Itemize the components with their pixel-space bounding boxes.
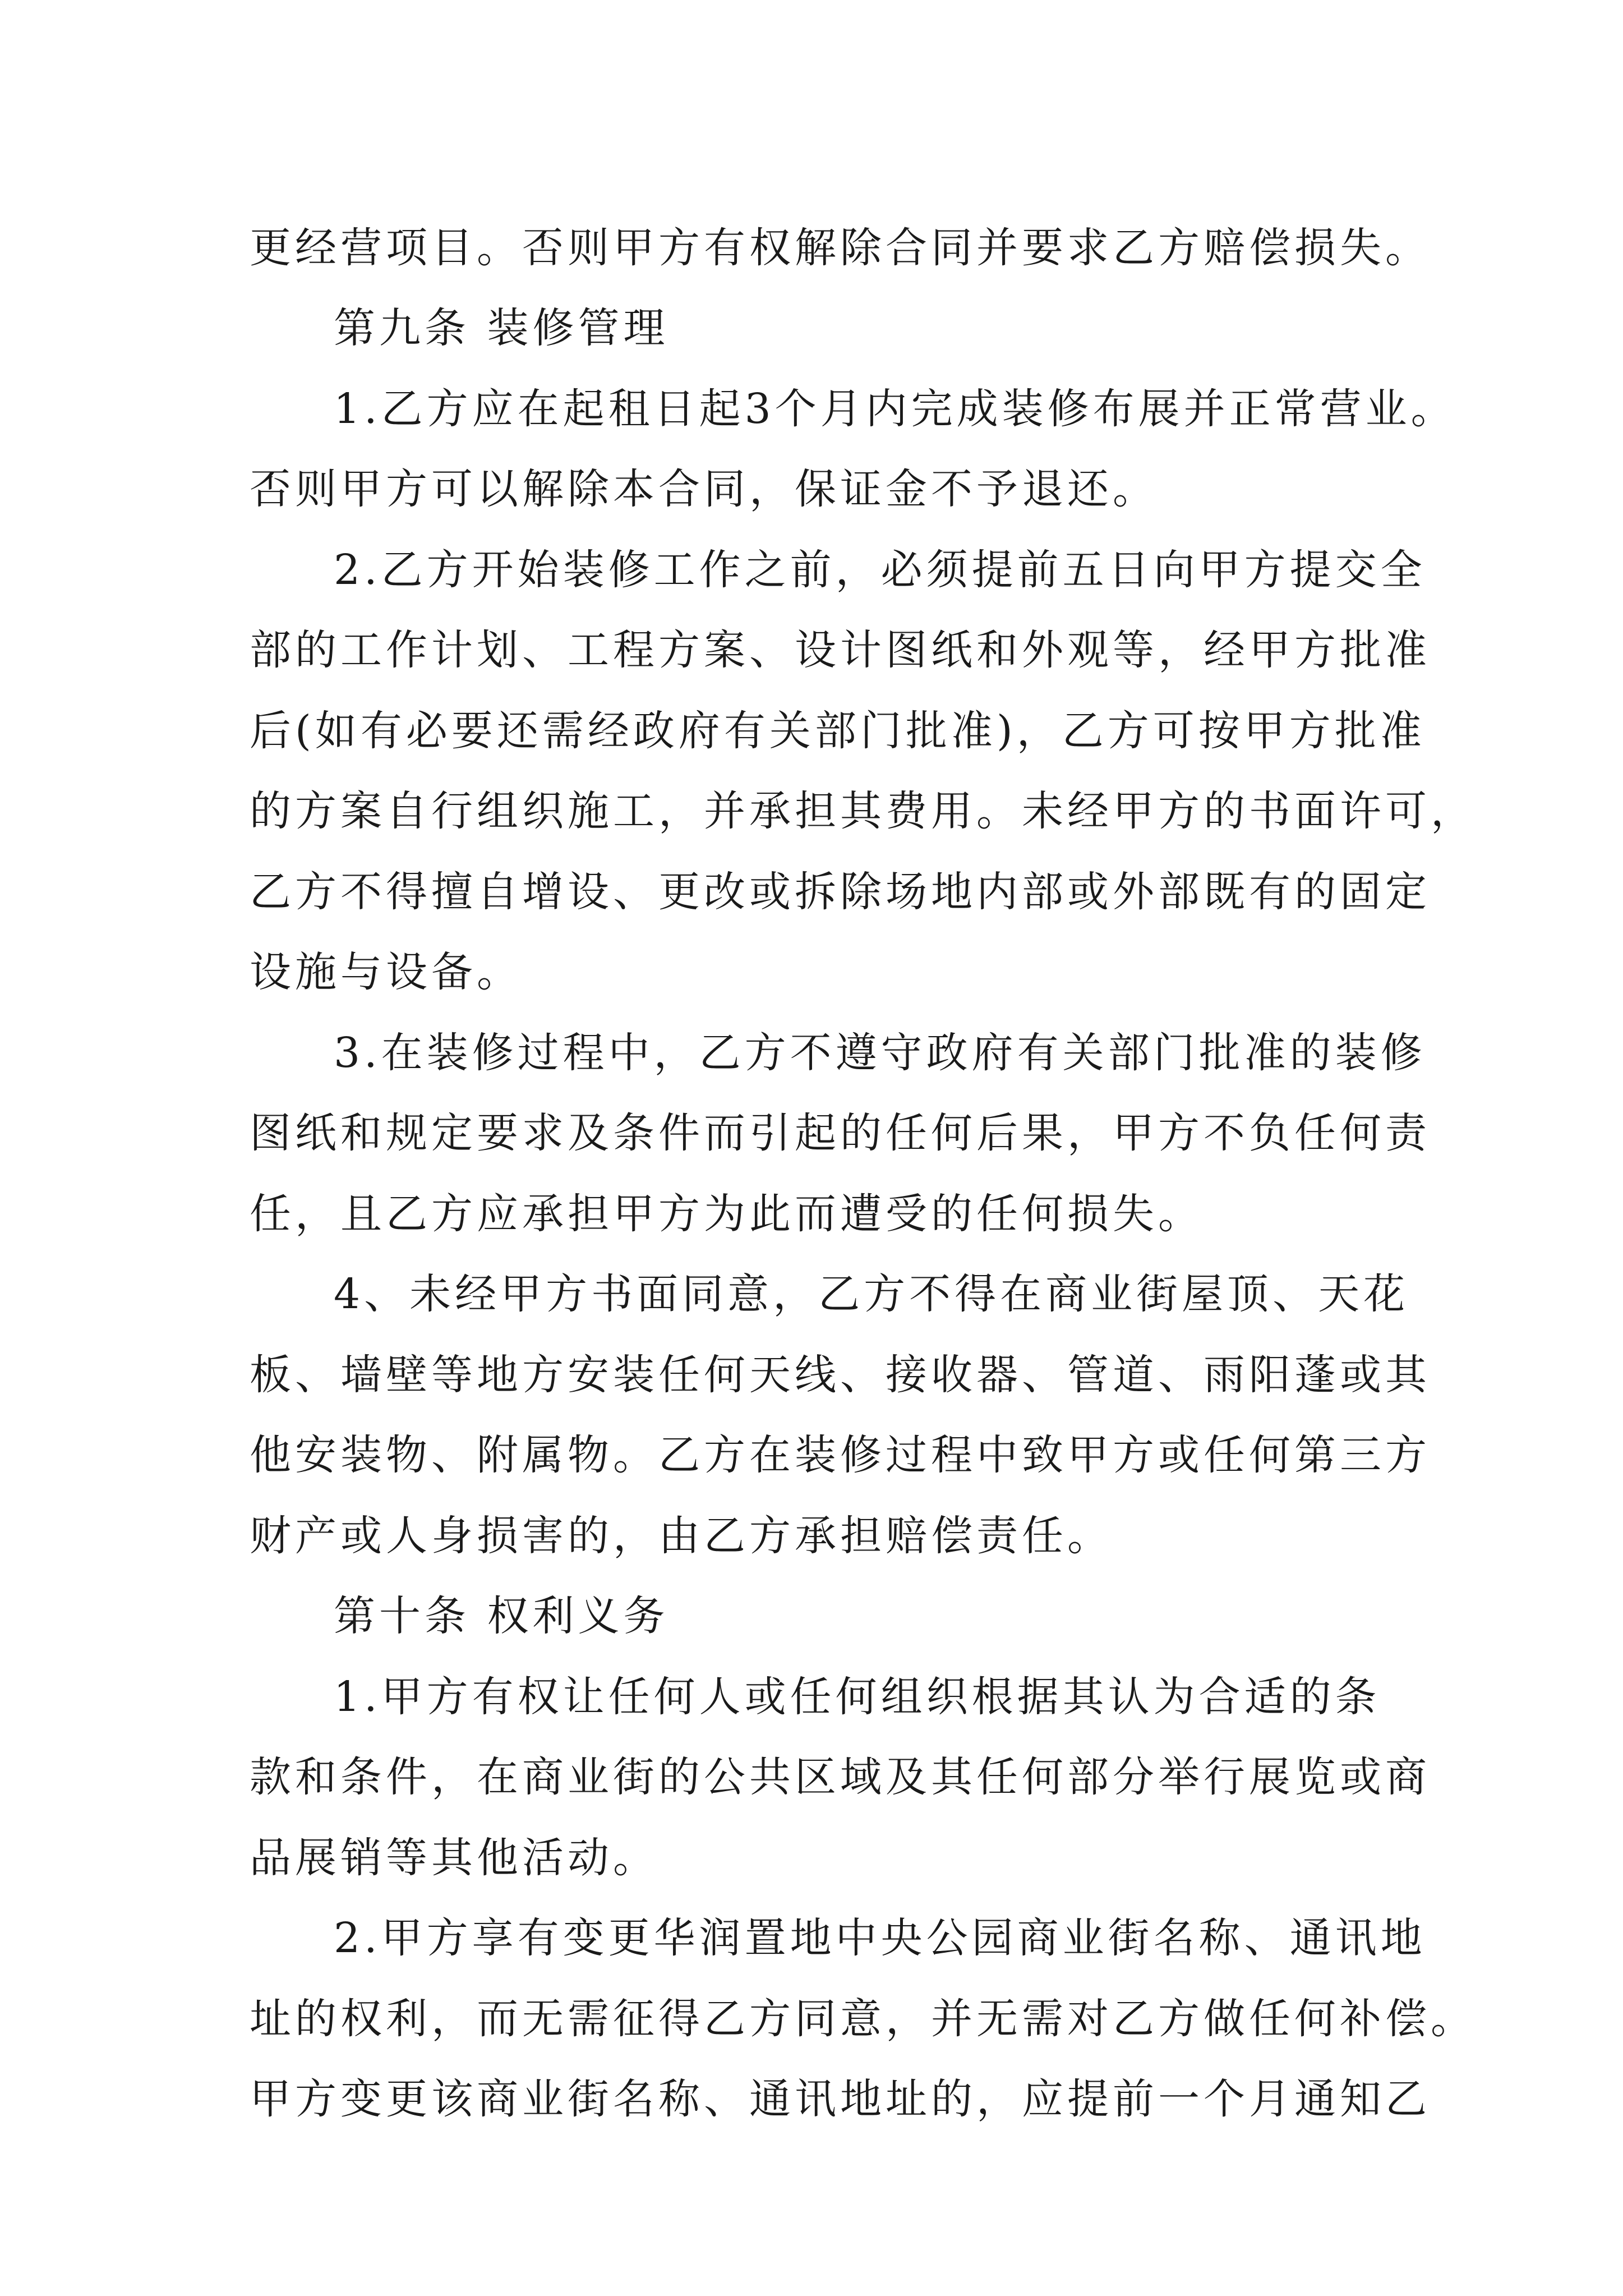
text-line: 财产或人身损害的，由乙方承担赔偿责任。 xyxy=(250,1512,1113,1560)
text-line: 1.甲方有权让任何人或任何组织根据其认为合适的条 xyxy=(334,1673,1381,1721)
text-line: 的方案自行组织施工，并承担其费用。未经甲方的书面许可， xyxy=(250,787,1476,835)
text-line: 他安装物、附属物。乙方在装修过程中致甲方或任何第三方 xyxy=(250,1431,1431,1479)
section-heading: 第九条 装修管理 xyxy=(334,304,669,352)
text-line: 2.甲方享有变更华润置地中央公园商业街名称、通讯地 xyxy=(334,1914,1426,1962)
text-line: 2.乙方开始装修工作之前，必须提前五日向甲方提交全 xyxy=(334,546,1426,594)
text-line: 后(如有必要还需经政府有关部门批准)，乙方可按甲方批准 xyxy=(250,707,1426,755)
text-line: 甲方变更该商业街名称、通讯地址的，应提前一个月通知乙 xyxy=(250,2075,1431,2123)
text-line: 3.在装修过程中，乙方不遵守政府有关部门批准的装修 xyxy=(334,1029,1426,1077)
text-line: 款和条件，在商业街的公共区域及其任何部分举行展览或商 xyxy=(250,1753,1431,1801)
text-line: 否则甲方可以解除本合同，保证金不予退还。 xyxy=(250,465,1158,513)
text-line: 乙方不得擅自增设、更改或拆除场地内部或外部既有的固定 xyxy=(250,868,1431,916)
text-line: 设施与设备。 xyxy=(250,948,522,996)
text-line: 部的工作计划、工程方案、设计图纸和外观等，经甲方批准 xyxy=(250,626,1431,674)
text-line: 板、墙壁等地方安装任何天线、接收器、管道、雨阳蓬或其 xyxy=(250,1351,1431,1399)
text-line: 更经营项目。否则甲方有权解除合同并要求乙方赔偿损失。 xyxy=(250,224,1431,272)
text-line: 4、未经甲方书面同意，乙方不得在商业街屋顶、天花 xyxy=(334,1270,1409,1318)
text-line: 任，且乙方应承担甲方为此而遭受的任何损失。 xyxy=(250,1190,1204,1238)
text-line: 址的权利，而无需征得乙方同意，并无需对乙方做任何补偿。 xyxy=(250,1995,1476,2043)
text-line: 品展销等其他活动。 xyxy=(250,1834,658,1882)
section-heading: 第十条 权利义务 xyxy=(334,1592,669,1640)
text-line: 1.乙方应在起租日起3个月内完成装修布展并正常营业。 xyxy=(334,385,1456,433)
text-line: 图纸和规定要求及条件而引起的任何后果，甲方不负任何责 xyxy=(250,1109,1431,1157)
